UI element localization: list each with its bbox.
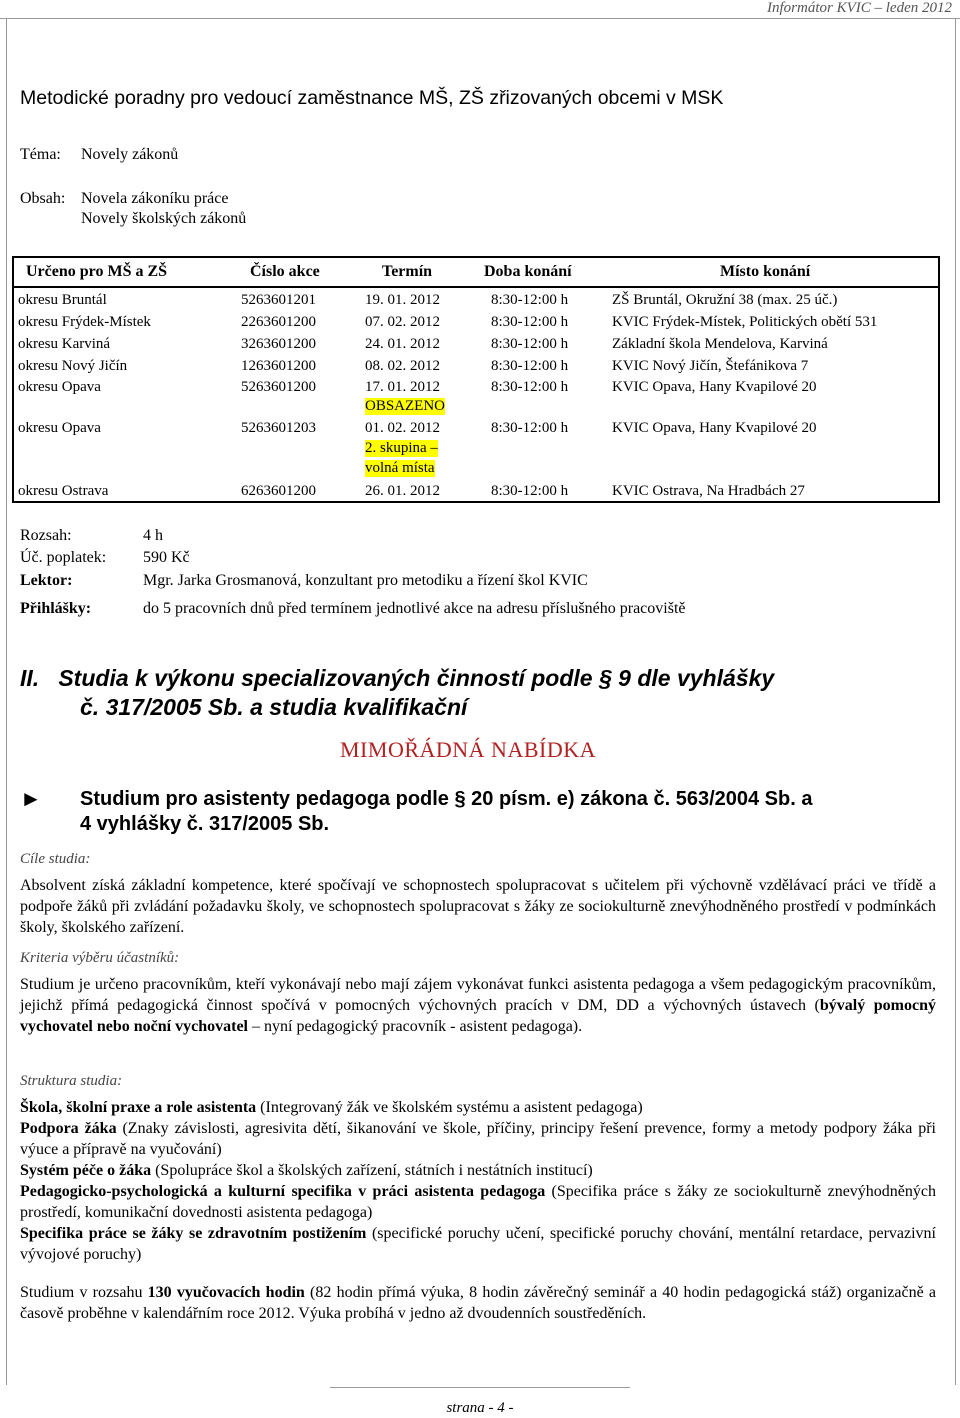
column-header-date: Termín xyxy=(382,263,433,280)
poplatek-label: Úč. poplatek: xyxy=(20,549,107,566)
cell-region: okresu Opava xyxy=(18,420,101,436)
list-item-title: Specifika práce se žáky se zdravotním postižením xyxy=(20,1225,367,1242)
rozsah-paragraph xyxy=(20,1282,936,1324)
cell-region: okresu Nový Jičín xyxy=(18,358,128,374)
cell-region: okresu Ostrava xyxy=(18,483,109,499)
cell-code: 5263601203 xyxy=(241,420,316,436)
cile-label: Cíle studia: xyxy=(20,851,91,867)
cell-date: 07. 02. 2012 xyxy=(365,314,440,330)
cell-place: KVIC Opava, Hany Kvapilové 20 xyxy=(612,379,817,395)
struktura-list xyxy=(20,1097,936,1265)
list-item xyxy=(20,1160,936,1181)
cell-code: 5263601201 xyxy=(241,292,316,308)
list-item-title: Podpora žáka xyxy=(20,1120,117,1137)
cell-region: okresu Opava xyxy=(18,379,101,395)
cell-date: 24. 01. 2012 xyxy=(365,336,440,352)
cell-time: 8:30-12:00 h xyxy=(491,336,569,352)
column-header-region: Určeno pro MŠ a ZŠ xyxy=(26,263,168,280)
cell-code: 5263601200 xyxy=(241,379,316,395)
page-border-left xyxy=(6,18,7,1385)
obsah-label: Obsah: xyxy=(20,190,66,207)
lektor-label: Lektor: xyxy=(20,572,73,589)
course-title-line-2: 4 vyhlášky č. 317/2005 Sb. xyxy=(80,813,330,835)
lektor-value: Mgr. Jarka Grosmanová, konzultant pro metodiku a řízení škol KVIC xyxy=(143,572,588,589)
arrow-bullet-icon: ► xyxy=(20,786,42,811)
list-item xyxy=(20,1118,936,1160)
status-badge-group: 2. skupina – xyxy=(365,440,438,456)
cell-date: 19. 01. 2012 xyxy=(365,292,440,308)
cell-region: okresu Bruntál xyxy=(18,292,107,308)
cell-date: 01. 02. 2012 xyxy=(365,420,440,436)
obsah-line-1: Novela zákoníku práce xyxy=(81,190,229,207)
cell-place: KVIC Nový Jičín, Štefánikova 7 xyxy=(612,358,809,374)
cell-place: KVIC Ostrava, Na Hradbách 27 xyxy=(612,483,805,499)
page-title: Metodické poradny pro vedoucí zaměstnance MŠ, ZŠ zřizovaných obcemi v MSK xyxy=(20,87,724,109)
page-header xyxy=(0,0,960,17)
list-item-text: (Specifika práce s žáky ze sociokulturně znevýhodněných prostředí, komunikační dovednosti asistenta pedagoga) xyxy=(20,1183,937,1221)
column-header-place: Místo konání xyxy=(720,263,811,280)
list-item-title: Škola, školní praxe a role asistenta xyxy=(20,1099,257,1116)
cell-date: 26. 01. 2012 xyxy=(365,483,440,499)
cell-time: 8:30-12:00 h xyxy=(491,379,569,395)
special-offer-heading: MIMOŘÁDNÁ NABÍDKA xyxy=(340,737,596,762)
status-badge-full: OBSAZENO xyxy=(365,398,446,414)
cell-place: KVIC Frýdek-Místek, Politických obětí 531 xyxy=(612,314,878,330)
tema-value: Novely zákonů xyxy=(81,146,179,163)
cell-code: 2263601200 xyxy=(241,314,316,330)
kriteria-text-a: Studium je určeno pracovníkům, kteří vykonávají nebo mají zájem vykonávat funkci asistenta pedagoga a všem pedagogickým pracovníkům, jejichž přímá pedagogická činnost spočívá v pomocných výchovných pracích v DM, DD a výchovných ústavech ( xyxy=(20,976,936,1014)
rozsah-label: Rozsah: xyxy=(20,527,72,544)
schedule-table xyxy=(12,256,940,503)
cell-time: 8:30-12:00 h xyxy=(491,358,569,374)
kriteria-text xyxy=(20,974,936,1037)
rozsah-text-b: (82 hodin přímá výuka, 8 hodin závěrečný seminář a 40 hodin pedagogická stáž) organizačně a časově proběhne v kalendářním roce 2012. Výuka probíhá v jedno až dvoudenních soustředěních. xyxy=(20,1284,936,1322)
cell-region: okresu Karviná xyxy=(18,336,111,352)
column-header-code: Číslo akce xyxy=(250,263,320,280)
cell-date: 08. 02. 2012 xyxy=(365,358,440,374)
section-heading-line-2: č. 317/2005 Sb. a studia kvalifikační xyxy=(80,694,468,720)
kriteria-text-b: – nyní pedagogický pracovník - asistent pedagoga). xyxy=(248,1018,583,1035)
header-title: Informátor KVIC – leden 2012 xyxy=(767,0,952,16)
kriteria-text-bold: bývalý pomocný vychovatel nebo noční vychovatel xyxy=(20,997,936,1035)
kriteria-label: Kriteria výběru účastníků: xyxy=(20,950,180,966)
tema-label: Téma: xyxy=(20,146,61,163)
prihlasky-label: Přihlášky: xyxy=(20,600,92,617)
status-badge-free-places: volná místa xyxy=(365,460,435,476)
cell-place: ZŠ Bruntál, Okružní 38 (max. 25 úč.) xyxy=(612,292,838,308)
footer-divider xyxy=(330,1387,630,1388)
rozsah-text-a: Studium v rozsahu xyxy=(20,1284,148,1301)
list-item-text: (specifické poruchy učení, specifické poruchy chování, mentální retardace, pervazivní vývojové poruchy) xyxy=(20,1225,936,1263)
cell-time: 8:30-12:00 h xyxy=(491,420,569,436)
struktura-label: Struktura studia: xyxy=(20,1073,123,1089)
rozsah-text-bold: 130 vyučovacích hodin xyxy=(147,1284,305,1301)
cell-time: 8:30-12:00 h xyxy=(491,314,569,330)
section-heading-line-1: II. Studia k výkonu specializovaných činností podle § 9 dle vyhlášky xyxy=(20,665,775,691)
list-item-text: (Spolupráce škol a školských zařízení, státních i nestátních institucí) xyxy=(151,1162,593,1179)
course-title-line-1: Studium pro asistenty pedagoga podle § 20 písm. e) zákona č. 563/2004 Sb. a xyxy=(80,788,813,810)
cell-region: okresu Frýdek-Místek xyxy=(18,314,151,330)
cell-place: KVIC Opava, Hany Kvapilové 20 xyxy=(612,420,817,436)
cell-place: Základní škola Mendelova, Karviná xyxy=(612,336,828,352)
list-item-title: Pedagogicko-psychologická a kulturní specifika v práci asistenta pedagoga xyxy=(20,1183,546,1200)
cell-time: 8:30-12:00 h xyxy=(491,292,569,308)
list-item xyxy=(20,1223,936,1265)
cell-code: 1263601200 xyxy=(241,358,316,374)
table-header-divider xyxy=(14,286,938,288)
list-item-title: Systém péče o žáka xyxy=(20,1162,152,1179)
list-item-text: (Znaky závislosti, agresivita dětí, šikanování ve škole, příčiny, principy řešení prevence, formy a metody podpory žáka při výuce a přípravě na vyučování) xyxy=(20,1120,937,1158)
column-header-time: Doba konání xyxy=(484,263,572,280)
cell-code: 3263601200 xyxy=(241,336,316,352)
cell-code: 6263601200 xyxy=(241,483,316,499)
page-border-right xyxy=(955,18,956,1385)
prihlasky-value: do 5 pracovních dnů před termínem jednotlivé akce na adresu příslušného pracoviště xyxy=(143,600,686,617)
cile-text: Absolvent získá základní kompetence, které spočívají ve schopnostech spolupracovat s učitelem při výchovně vzdělávací práci ve třídě a podpoře žáků při zvládání požadavku školy, ve schopnostech spolupracovat s žáky ze sociokulturně znevýhodněného prostředí v podmínkách školy, školského zařízení. xyxy=(20,877,936,936)
obsah-line-2: Novely školských zákonů xyxy=(81,210,247,227)
header-divider xyxy=(0,18,960,19)
cell-date: 17. 01. 2012 xyxy=(365,379,440,395)
list-item-text: (Integrovaný žák ve školském systému a asistent pedagoga) xyxy=(256,1099,643,1116)
list-item xyxy=(20,1181,936,1223)
list-item xyxy=(20,1097,936,1118)
cell-time: 8:30-12:00 h xyxy=(491,483,569,499)
poplatek-value: 590 Kč xyxy=(143,549,190,566)
rozsah-value: 4 h xyxy=(143,527,163,544)
page-number: strana - 4 - xyxy=(446,1400,514,1416)
